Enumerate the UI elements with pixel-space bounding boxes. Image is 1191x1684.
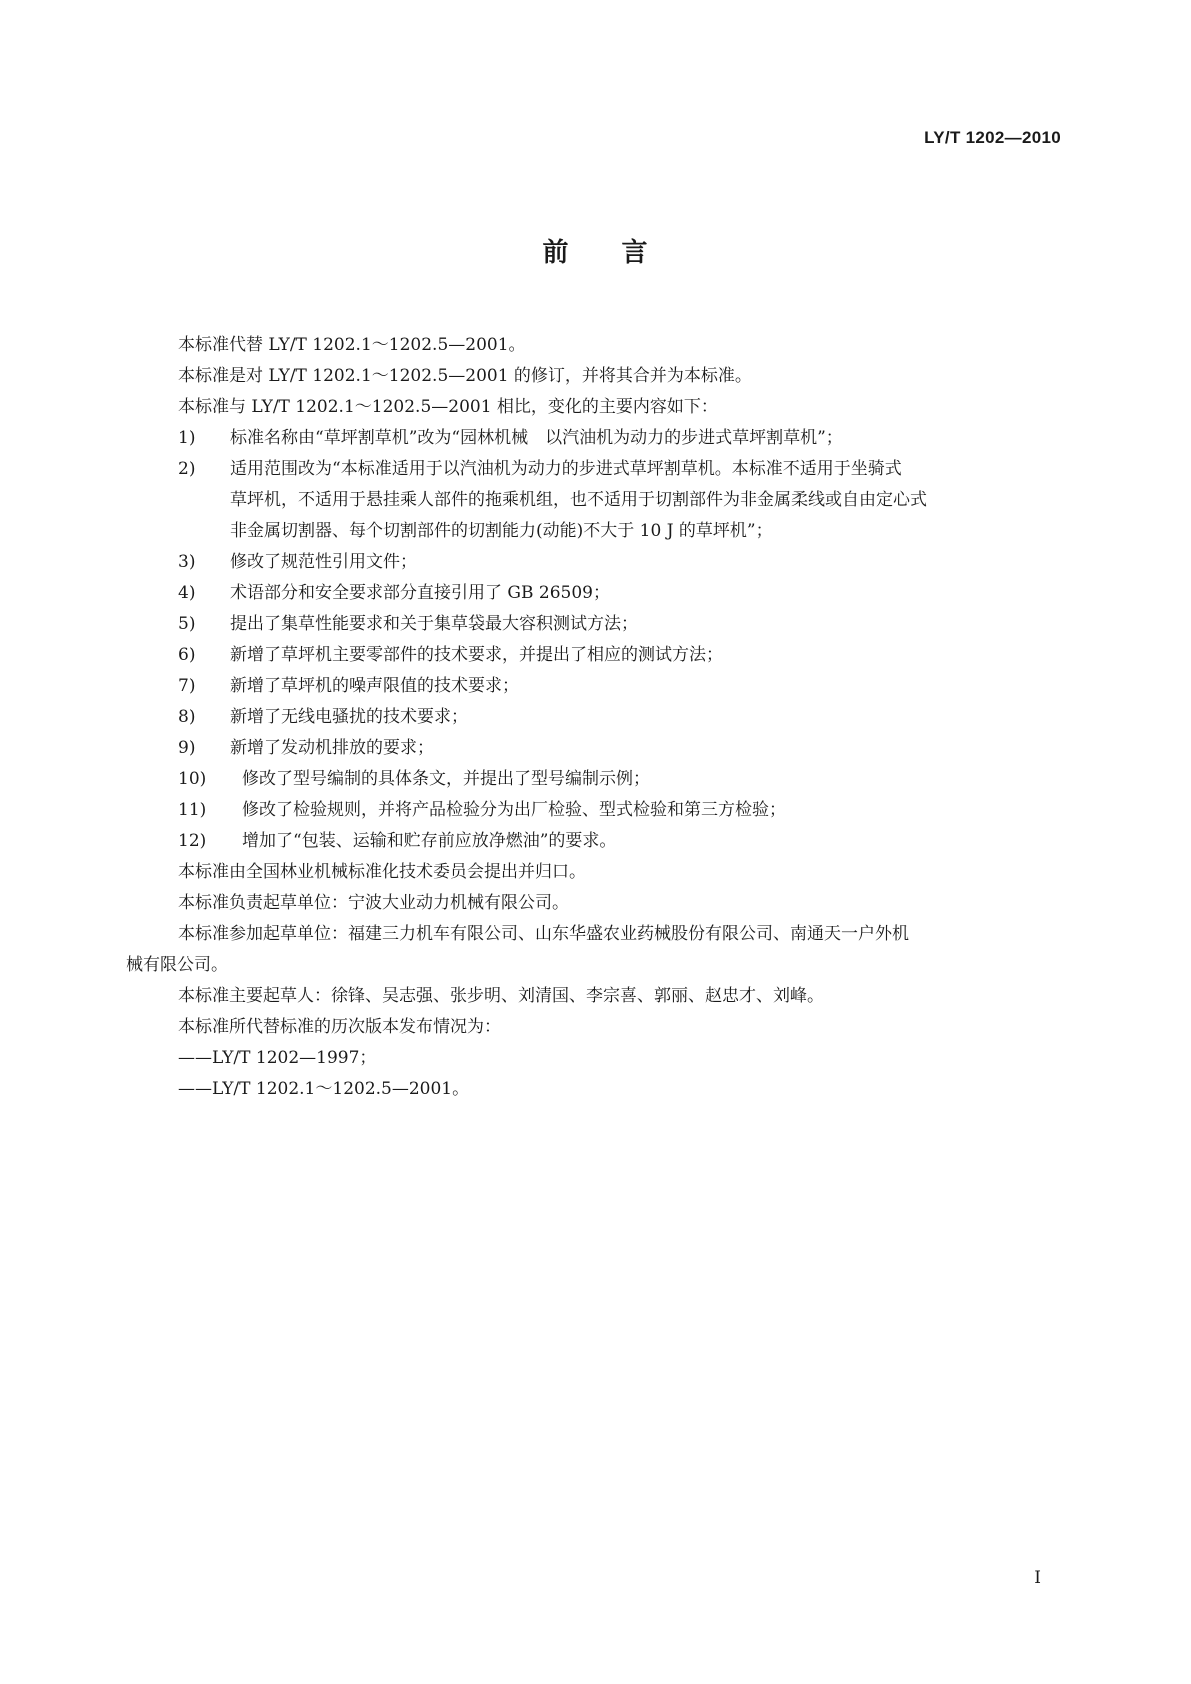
authors-paragraph: 本标准主要起草人：徐锋、吴志强、张步明、刘清国、李宗喜、郭丽、赵忠才、刘峰。 <box>178 986 824 1006</box>
document-code: LY/T 1202—2010 <box>924 128 1061 147</box>
list-item-text: 新增了草坪机的噪声限值的技术要求； <box>230 676 519 696</box>
history-item: ——LY/T 1202.1～1202.5—2001。 <box>178 1079 470 1099</box>
list-item-number: 6) <box>178 645 196 665</box>
intro-paragraph: 本标准代替 LY/T 1202.1～1202.5—2001。 <box>178 335 526 355</box>
list-item-text: 新增了无线电骚扰的技术要求； <box>230 707 468 727</box>
list-item-text: 标准名称由“草坪割草机”改为“园林机械 以汽油机为动力的步进式草坪割草机”； <box>230 428 843 448</box>
list-item-text: 新增了发动机排放的要求； <box>230 738 434 758</box>
list-item <box>126 795 1066 826</box>
list-item-text: 增加了“包装、运输和贮存前应放净燃油”的要求。 <box>242 831 617 851</box>
history-intro: 本标准所代替标准的历次版本发布情况为： <box>178 1017 501 1037</box>
list-item <box>126 423 1066 454</box>
list-item-text: 修改了规范性引用文件； <box>230 552 417 572</box>
list-item-number: 3) <box>178 552 196 572</box>
list-item <box>126 578 1066 609</box>
title-part-1: 前 <box>542 238 570 268</box>
list-item <box>126 609 1066 640</box>
list-item-number: 1) <box>178 428 196 448</box>
history-item: ——LY/T 1202—1997； <box>178 1048 377 1068</box>
proposer-paragraph: 本标准由全国林业机械标准化技术委员会提出并归口。 <box>178 862 586 882</box>
list-item-number: 10) <box>178 769 207 789</box>
list-item-text: 术语部分和安全要求部分直接引用了 GB 26509； <box>230 583 610 603</box>
page-number: I <box>1034 1568 1041 1588</box>
preface-body <box>126 330 1066 1105</box>
list-item <box>126 454 1066 547</box>
page-title <box>0 232 1191 269</box>
list-item-number: 9) <box>178 738 196 758</box>
list-item <box>126 547 1066 578</box>
list-item <box>126 826 1066 857</box>
list-item <box>126 671 1066 702</box>
list-item-number: 2) <box>178 459 196 479</box>
intro-paragraph: 本标准是对 LY/T 1202.1～1202.5—2001 的修订，并将其合并为本标准。 <box>178 366 752 386</box>
list-item-line: 非金属切割器、每个切割部件的切割能力(动能)不大于 10 J 的草坪机”； <box>230 521 773 541</box>
list-item <box>126 733 1066 764</box>
list-item-text: 新增了草坪机主要零部件的技术要求，并提出了相应的测试方法； <box>230 645 723 665</box>
list-item-number: 7) <box>178 676 196 696</box>
list-item-number: 11) <box>178 800 207 820</box>
list-item-number: 4) <box>178 583 196 603</box>
participants-paragraph: 本标准参加起草单位：福建三力机车有限公司、山东华盛农业药械股份有限公司、南通天一户外机 <box>178 924 909 944</box>
list-item-text: 修改了检验规则，并将产品检验分为出厂检验、型式检验和第三方检验； <box>242 800 786 820</box>
list-item-text <box>230 454 927 547</box>
list-item <box>126 702 1066 733</box>
list-item-number: 5) <box>178 614 196 634</box>
list-item-line: 适用范围改为“本标准适用于以汽油机为动力的步进式草坪割草机。本标准不适用于坐骑式 <box>230 459 902 479</box>
list-item-number: 8) <box>178 707 196 727</box>
list-item-text: 修改了型号编制的具体条文，并提出了型号编制示例； <box>242 769 650 789</box>
list-item <box>126 764 1066 795</box>
intro-paragraph: 本标准与 LY/T 1202.1～1202.5—2001 相比，变化的主要内容如下： <box>178 397 718 417</box>
lead-drafter-paragraph: 本标准负责起草单位：宁波大业动力机械有限公司。 <box>178 893 569 913</box>
list-item <box>126 640 1066 671</box>
list-item-number: 12) <box>178 831 207 851</box>
title-part-2: 言 <box>621 238 649 268</box>
list-item-line: 草坪机，不适用于悬挂乘人部件的拖乘机组，也不适用于切割部件为非金属柔线或自由定心式 <box>230 490 927 510</box>
participants-paragraph-cont: 械有限公司。 <box>126 955 228 975</box>
list-item-text: 提出了集草性能要求和关于集草袋最大容积测试方法； <box>230 614 638 634</box>
